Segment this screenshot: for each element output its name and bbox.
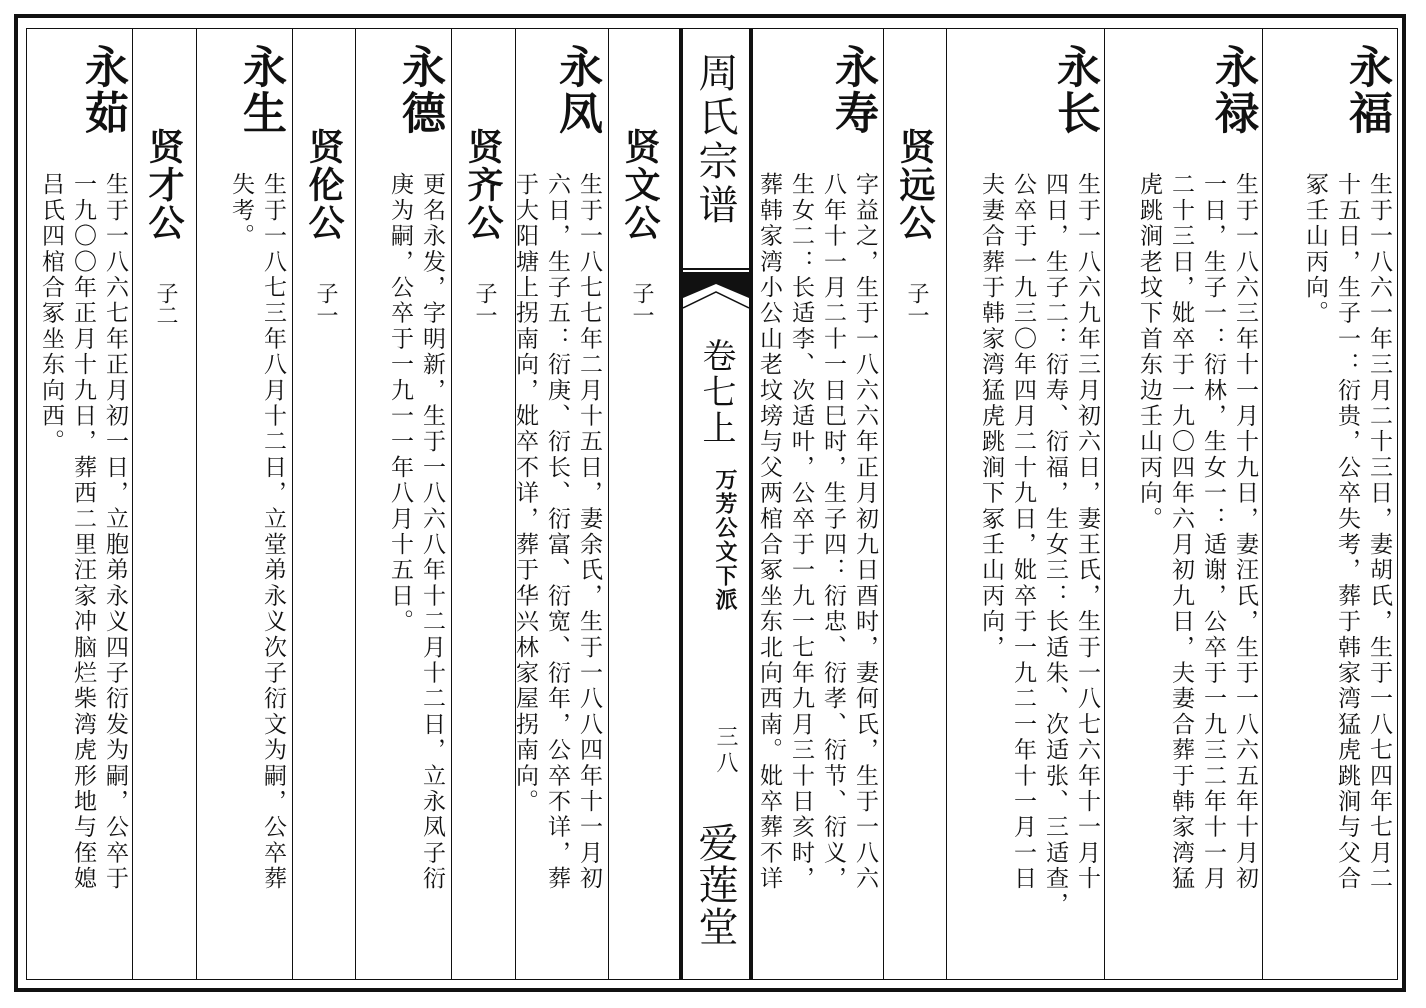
divider [292,28,293,980]
biography-line: 六日，生子五：衍庚、衍长、衍富、衍宽、衍年，公卒不详，葬 [544,172,570,892]
person-name-yongsheng: 永生 [235,44,286,136]
biography-line: 葬韩家湾小公山老坟塝与父两棺合冢坐东北向西南。妣卒葬不详 [756,172,782,892]
divider [946,28,947,980]
biography-line: 二十三日，妣卒于一九〇四年六月初九日，夫妻合葬于韩家湾猛 [1168,172,1194,892]
generation-name-xiancai: 贤才公 [143,128,185,242]
person-name-yongde: 永德 [394,44,445,136]
biography-line: 生于一八七三年八月十二日，立堂弟永义次子衍文为嗣，公卒葬 [260,172,286,892]
person-name-yongfeng: 永凤 [551,44,602,136]
divider [451,28,452,980]
son-count: 子二 [153,282,178,326]
divider [1104,28,1105,980]
biography-line: 十五日，生子一：衍贵，公卒失考，葬于韩家湾猛虎跳涧与父合 [1334,172,1360,892]
biography-line: 虎跳涧老坟下首东边壬山丙向。 [1136,172,1162,532]
biography-line: 公卒于一九三〇年四月二十九日，妣卒于一九二一年十一月一日 [1010,172,1036,892]
son-count: 子一 [904,282,929,326]
person-name-yonglu: 永禄 [1207,44,1258,136]
divider [355,28,356,980]
biography-line: 八年十一月二十一日巳时，生子四：衍忠、衍孝、衍节、衍义， [820,172,846,892]
generation-name-xianyuan: 贤远公 [894,128,936,242]
biography-line: 夫妻合葬于韩家湾猛虎跳涧下冢壬山丙向， [978,172,1004,661]
divider [1262,28,1263,980]
son-count: 子一 [629,282,654,326]
divider [608,28,609,980]
person-name-yongchang: 永长 [1049,44,1100,136]
generation-name-xianqi: 贤齐公 [462,128,504,242]
center-divider-left [679,28,683,980]
biography-line: 四日，生子二：衍寿、衍福，生女三：长适朱、次适张、三适查， [1042,172,1068,918]
generation-name-xianwen: 贤文公 [619,128,661,242]
biography-line: 庚为嗣，公卒于一九一一年八月十五日。 [387,172,413,635]
son-count: 子一 [472,282,497,326]
biography-line: 一日，生子一：衍林，生女一：适谢，公卒于一九三二年十一月 [1200,172,1226,892]
branch-label: 万芳公文下派 [712,468,738,612]
generation-name-xianlun: 贤伦公 [303,128,345,242]
biography-line: 吕氏四棺合冢坐东向西。 [38,172,64,455]
biography-line: 更名永发，字明新，生于一八六八年十二月十二日，立永凤子衍 [419,172,445,892]
hall-name: 爱莲堂 [692,822,738,948]
son-count: 子一 [313,282,338,326]
person-name-yongfu: 永福 [1341,44,1392,136]
volume-label: 卷七上 [696,338,736,446]
biography-line: 生于一八六三年十一月十九日，妻汪氏，生于一八六五年十月初 [1232,172,1258,892]
biography-line: 生于一八六一年三月二十三日，妻胡氏，生于一八七四年七月二 [1366,172,1392,892]
biography-line: 生女二：长适李、次适叶，公卒于一九一七年九月三十日亥时， [788,172,814,892]
biography-line: 生于一八六七年正月初一日，立胞弟永义四子衍发为嗣，公卒于 [102,172,128,892]
biography-line: 冢壬山丙向。 [1302,172,1328,327]
biography-line: 字益之，生于一八六六年正月初九日酉时，妻何氏，生于一八六 [852,172,878,892]
person-name-yongshou: 永寿 [827,44,878,136]
biography-line: 失考。 [228,172,254,250]
biography-line: 生于一八七七年二月十五日，妻余氏，生于一八八四年十一月初 [576,172,602,892]
biography-line: 一九〇〇年正月十九日，葬西二里汪家冲脑烂柴湾虎形地与侄媳 [70,172,96,892]
person-name-yongru: 永茹 [77,44,128,136]
page-number: 三八 [713,725,738,777]
genealogy-title: 周氏宗谱 [692,52,738,228]
divider [883,28,884,980]
divider [196,28,197,980]
biography-line: 生于一八六九年三月初六日，妻王氏，生于一八七六年十一月十 [1074,172,1100,892]
divider [132,28,133,980]
center-divider-right [749,28,753,980]
fish-tail-ornament [683,268,749,328]
biography-line: 于大阳塘上拐南向，妣卒不详，葬于华兴林家屋拐南向。 [512,172,538,815]
